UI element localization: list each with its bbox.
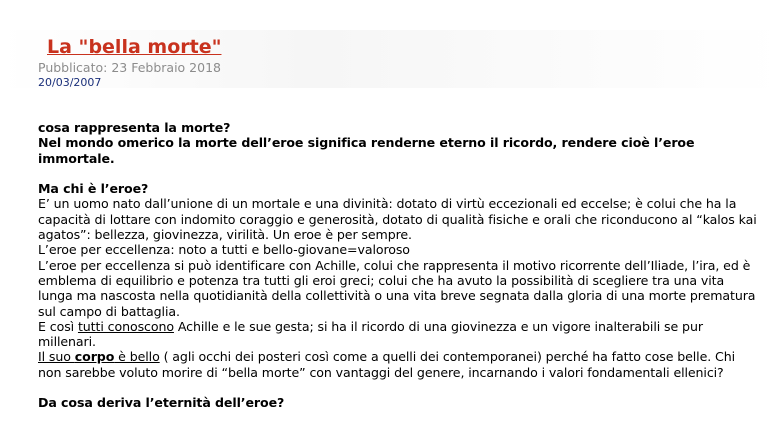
question-death: cosa rappresenta la morte?: [38, 120, 231, 135]
paragraph-achilles: L’eroe per eccellenza si può identificare con Achille, colui che rappresenta il motivo ricorrente dell’Iliade, l’ira, ed è emblema di equilibrio e potenza tra tutti gli eroi greci; colui che ha avuto la possibilità di scegliere tra una vita lunga ma nascosta nella quotidianità della collettività o una vita breve segnata dalla gloria di una morte prematura sul campo di battaglia.: [38, 257, 756, 319]
paragraph-everyone-knows: [38, 319, 760, 350]
paragraph-gap: [38, 166, 760, 181]
link-text-bold: corpo: [74, 349, 115, 365]
text-segment: E così: [38, 318, 78, 334]
question-eternity: Da cosa deriva l’eternità dell’eroe?: [38, 395, 285, 411]
paragraph-gap: [38, 380, 760, 395]
paragraph-hero-excellence: L’eroe per eccellenza: noto a tutti e bello-giovane=valoroso: [38, 242, 410, 258]
paragraph-beautiful-body: [38, 349, 760, 380]
text-segment: Achille e le sue gesta; si ha il ricordo di una giovinezza e un vigore inalterabili se pur millenari.: [38, 318, 703, 350]
link-tutti-conoscono[interactable]: tutti conoscono: [77, 318, 174, 334]
text-segment: ( agli occhi dei posteri così come a quelli dei contemporanei) perché ha fatto cose belle. Chi non sarebbe voluto morire di “bella morte” con vantaggi del genere, incarnando i valori fondamentali ellenici?: [38, 349, 736, 380]
article-date: 20/03/2007: [38, 76, 102, 89]
article-title-link[interactable]: La "bella morte": [47, 36, 222, 58]
paragraph-homeric-death: Nel mondo omerico la morte dell’eroe significa renderne eterno il ricordo, rendere cioè l’eroe immortale.: [38, 135, 695, 166]
article-body: [38, 120, 760, 411]
published-date: Pubblicato: 23 Febbraio 2018: [38, 60, 221, 75]
link-text: è bello: [114, 349, 160, 365]
link-il-suo-corpo-e-bello[interactable]: [38, 349, 160, 364]
link-text: Il suo: [38, 349, 75, 365]
question-hero: Ma chi è l’eroe?: [38, 181, 149, 197]
paragraph-hero-definition: E’ un uomo nato dall’unione di un mortale e una divinità: dotato di virtù eccezionali ed eccelse; è colui che ha la capacità di lottare con indomito coraggio e generosità, dotato di qualità fisiche e orali che riconducono al “kalos kai agatos”: bellezza, giovinezza, virilità. Un eroe è per sempre.: [38, 196, 757, 243]
